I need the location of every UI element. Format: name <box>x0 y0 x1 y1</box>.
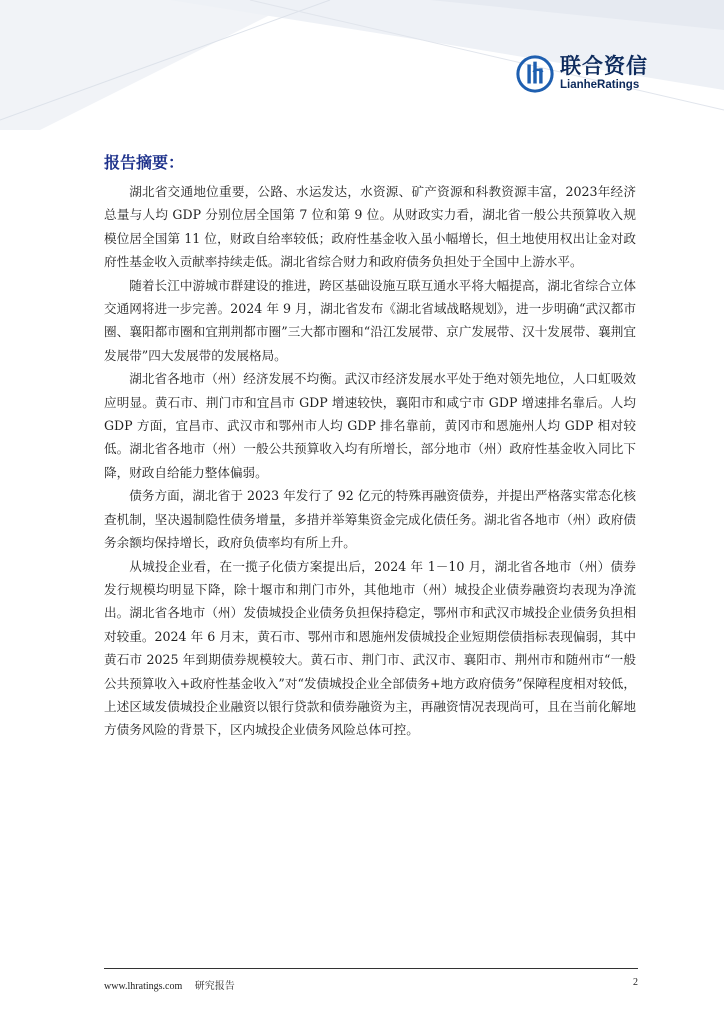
footer-doc-type: 研究报告 <box>194 981 235 992</box>
summary-paragraph-4: 债务方面，湖北省于 2023 年发行了 92 亿元的特殊再融资债券，并提出严格落实常态化核查机制，坚决遏制隐性债务增量，多措并举筹集资金完成化债任务。湖北省各地市（州）政府债务余额均保持增长，政府负债率均有所上升。 <box>104 488 636 551</box>
summary-paragraph-3: 湖北省各地市（州）经济发展不均衡。武汉市经济发展水平处于绝对领先地位，人口虹吸效应明显。黄石市、荆门市和宜昌市 GDP 增速较快，襄阳市和咸宁市 GDP 增速排名靠后。人均 GDP 方面，宜昌市、武汉市和鄂州市人均 GDP 排名靠前，黄冈市和恩施州人均 GDP 相对较低。湖北省各地市（州）一般公共预算收入均有所增长，部分地市（州）政府性基金收入同比下降，财政自给能力整体偏弱。 <box>104 371 636 480</box>
logo-english-name: LianheRatings <box>560 79 640 92</box>
company-logo <box>516 54 648 94</box>
footer-info <box>104 977 245 992</box>
page-number: 2 <box>633 977 638 988</box>
footer-divider <box>104 968 638 969</box>
lianhe-logo-icon <box>516 55 554 93</box>
summary-paragraph-2: 随着长江中游城市群建设的推进，跨区基础设施互联互通水平将大幅提高，湖北省综合立体交通网将进一步完善。2024 年 9 月，湖北省发布《湖北省域战略规划》，进一步明确“武汉都市圈、襄阳都市圈和宜荆荆都市圈”三大都市圈和“沿江发展带、京广发展带、汉十发展带、襄荆宜发展带”四大发展带的发展格局。 <box>104 277 636 363</box>
summary-paragraph-5: 从城投企业看，在一揽子化债方案提出后，2024 年 1－10 月，湖北省各地市（州）债券发行规模均明显下降，除十堰市和荆门市外，其他地市（州）城投企业债券融资均表现为净流出。湖北省各地市（州）发债城投企业债务负担保持稳定，鄂州市和武汉市城投企业债务负担相对较重。2024 年 6 月末，黄石市、鄂州市和恩施州发债城投企业短期偿债指标表现偏弱，其中黄石市 2025 年到期债券规模较大。黄石市、荆门市、武汉市、襄阳市、荆州市和随州市“一般公共预算收入+政府性基金收入”对“发债城投企业全部债务+地方政府债务”保障程度相对较低，上述区域发债城投企业融资以银行贷款和债券融资为主，再融资情况表现尚可，且在当前化解地方债务风险的背景下，区内城投企业债务风险总体可控。 <box>104 558 636 738</box>
summary-paragraph-1: 湖北省交通地位重要，公路、水运发达，水资源、矿产资源和科教资源丰富，2023年经济总量与人均 GDP 分别位居全国第 7 位和第 9 位。从财政实力看，湖北省一般公共预算收入规模位居全国第 11 位，财政自给率较低；政府性基金收入虽小幅增长，但土地使用权出让金对政府性基金收入贡献率持续走低。湖北省综合财力和政府债务负担处于全国中上游水平。 <box>104 184 636 270</box>
section-title: 报告摘要： <box>104 153 185 172</box>
report-summary-body <box>104 180 636 742</box>
logo-chinese-name: 联合资信 <box>560 54 648 79</box>
footer-website-link[interactable]: www.lhratings.com <box>104 981 183 992</box>
